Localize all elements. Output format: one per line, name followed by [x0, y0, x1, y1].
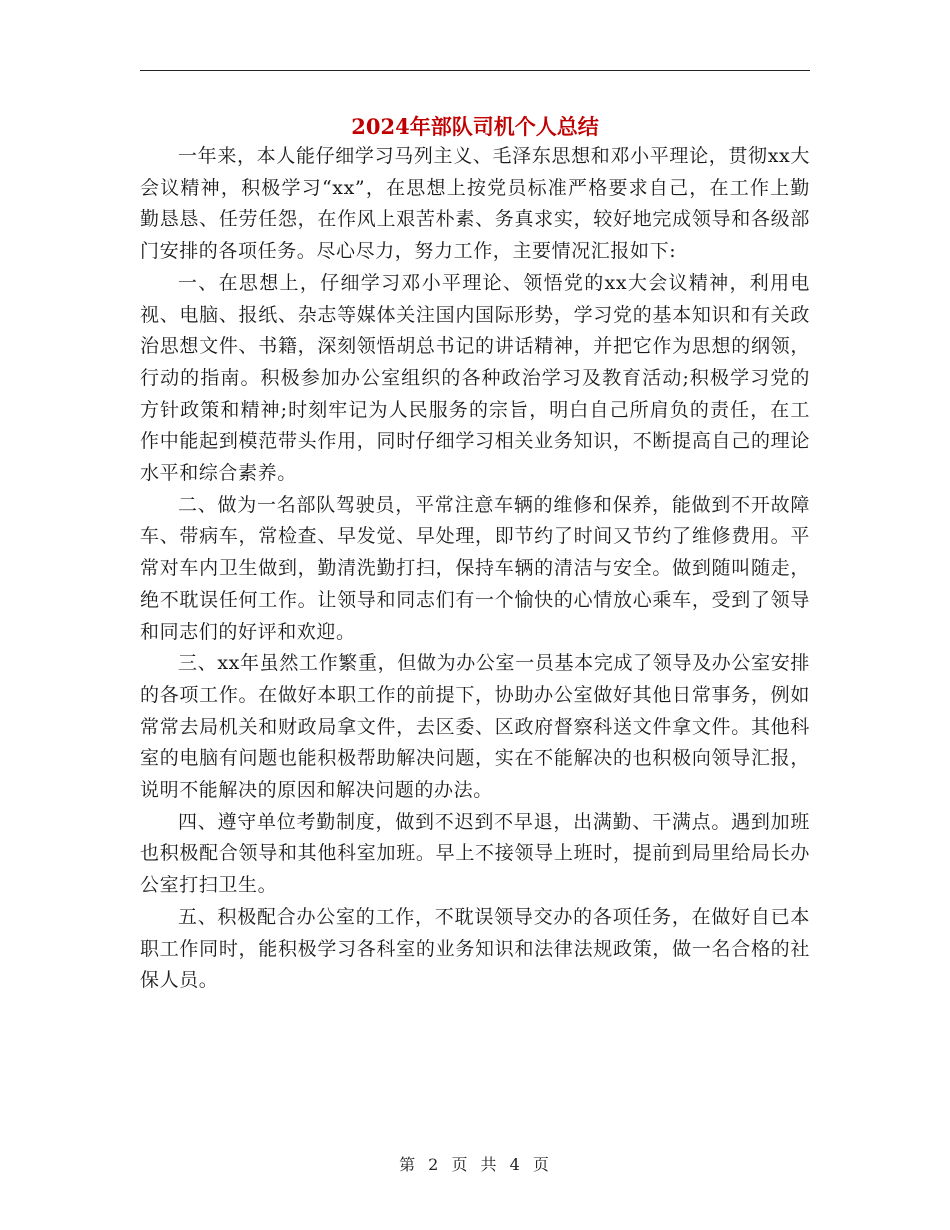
document-body: [140, 141, 810, 997]
paragraph-section-5: 五、积极配合办公室的工作，不耽误领导交办的各项任务，在做好自已本职工作同时，能积极学习各科室的业务知识和法律法规政策，做一名合格的社保人员。: [140, 905, 810, 992]
page-number: 第 2 页 共 4 页: [399, 1155, 551, 1174]
paragraph-section-4: 四、遵守单位考勤制度，做到不迟到不早退，出满勤、干满点。遇到加班也积极配合领导和其他科室加班。早上不接领导上班时，提前到局里给局长办公室打扫卫生。: [140, 810, 810, 897]
paragraph-section-2: 二、做为一名部队驾驶员，平常注意车辆的维修和保养，能做到不开故障车、带病车，常检查、早发觉、早处理，即节约了时间又节约了维修费用。平常对车内卫生做到，勤清洗勤打扫，保持车辆的清洁与安全。做到随叫随走，绝不耽误任何工作。让领导和同志们有一个愉快的心情放心乘车，受到了领导和同志们的好评和欢迎。: [140, 493, 810, 643]
paragraph-intro: 一年来，本人能仔细学习马列主义、毛泽东思想和邓小平理论，贯彻xx大会议精神，积极学习“xx”，在思想上按党员标准严格要求自己，在工作上勤勤恳恳、任劳任怨，在作风上艰苦朴素、务真求实，较好地完成领导和各级部门安排的各项任务。尽心尽力，努力工作，主要情况汇报如下:: [140, 145, 810, 263]
document-title: 2024年部队司机个人总结: [351, 114, 599, 139]
paragraph-section-1: 一、在思想上，仔细学习邓小平理论、领悟党的xx大会议精神，利用电视、电脑、报纸、杂志等媒体关注国内国际形势，学习党的基本知识和有关政治思想文件、书籍，深刻领悟胡总书记的讲话精神，并把它作为思想的纲领，行动的指南。积极参加办公室组织的各种政治学习及教育活动;积极学习党的方针政策和精神;时刻牢记为人民服务的宗旨，明白自己所肩负的责任，在工作中能起到模范带头作用，同时仔细学习相关业务知识，不断提高自己的理论水平和综合素养。: [140, 271, 810, 485]
paragraph-section-3: 三、xx年虽然工作繁重，但做为办公室一员基本完成了领导及办公室安排的各项工作。在做好本职工作的前提下，协助办公室做好其他日常事务，例如常常去局机关和财政局拿文件，去区委、区政府督察科送文件拿文件。其他科室的电脑有问题也能积极帮助解决问题，实在不能解决的也积极向领导汇报，说明不能解决的原因和解决问题的办法。: [140, 652, 810, 802]
header-rule: [140, 70, 810, 71]
